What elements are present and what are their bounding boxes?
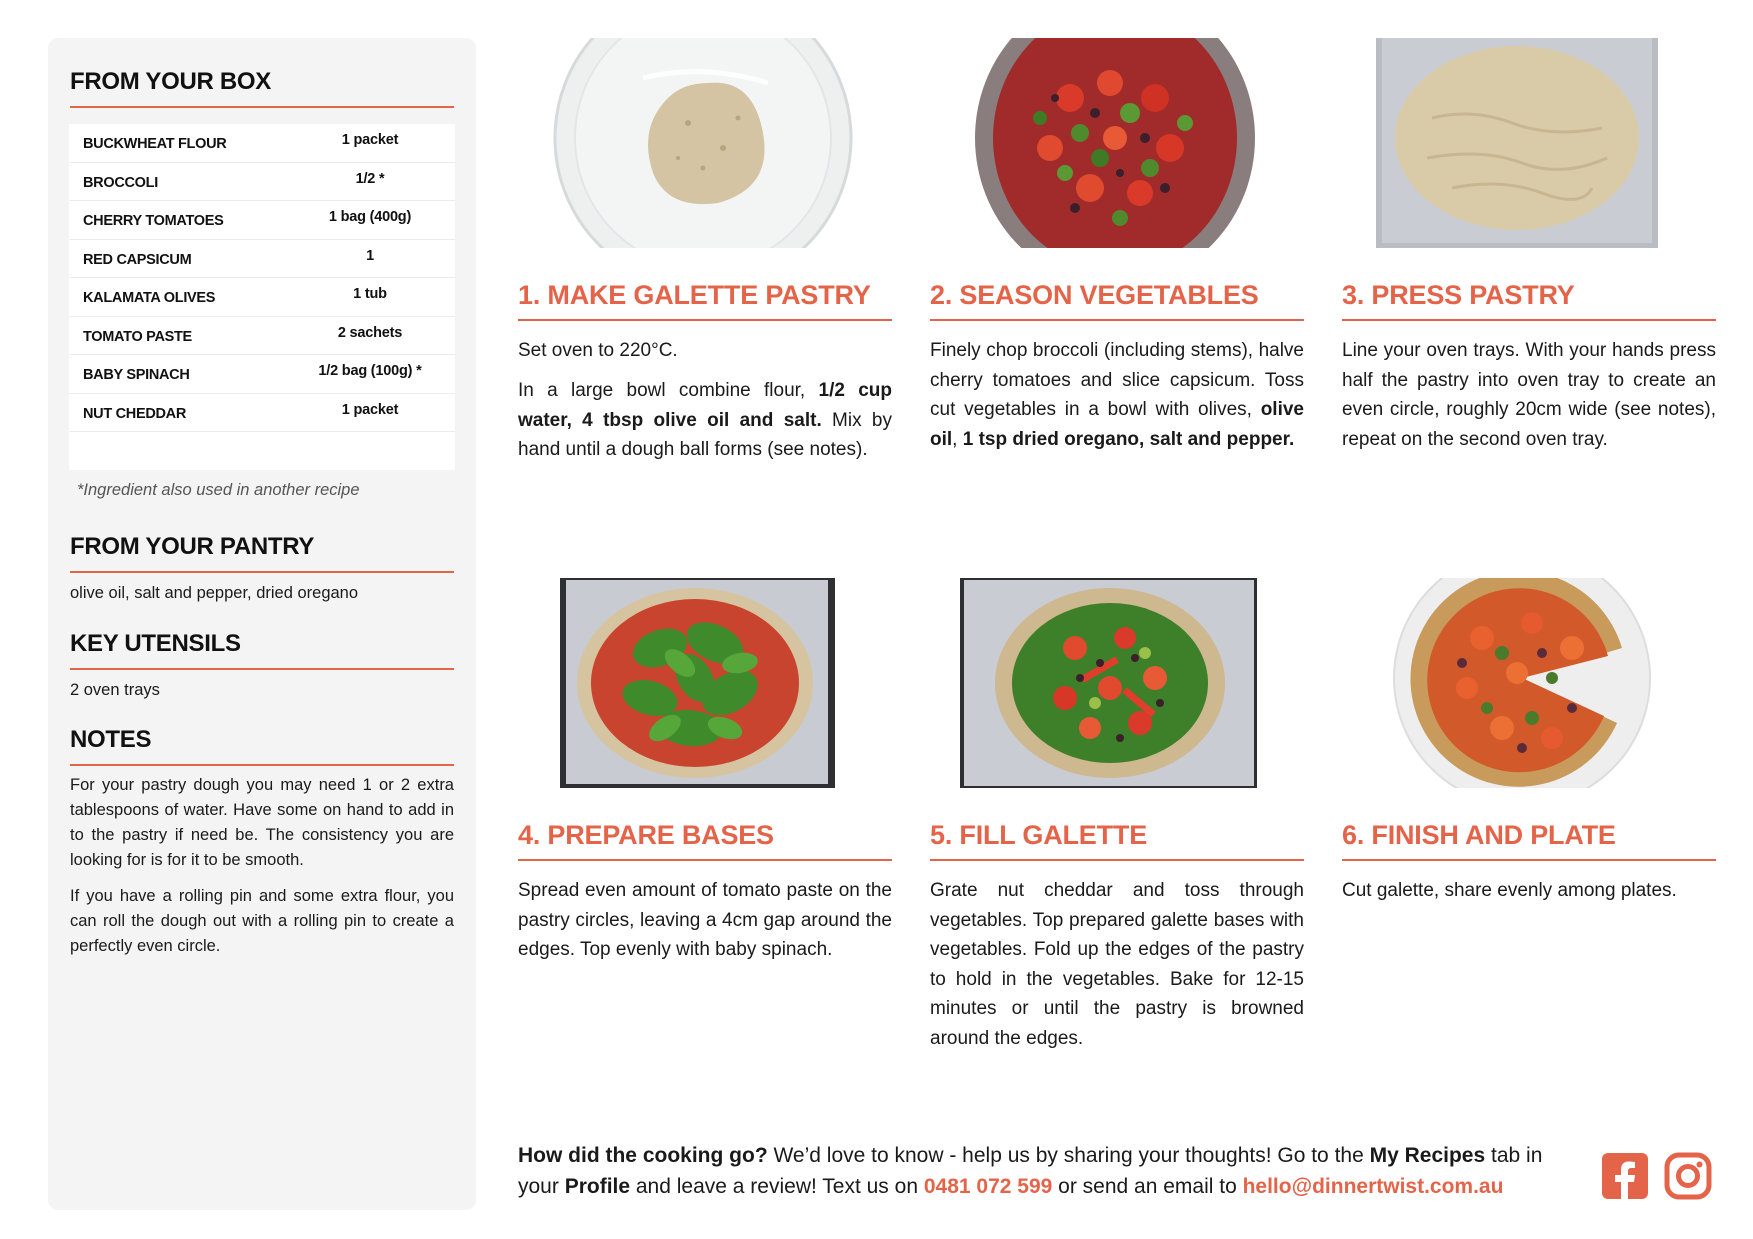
pantry-text: olive oil, salt and pepper, dried oregano xyxy=(70,584,359,602)
step-2-text-c: , xyxy=(952,428,963,450)
step-5 xyxy=(930,578,1304,1049)
pressed-pastry-image xyxy=(1372,38,1672,248)
note-2: If you have a rolling pin and some extra flour, you can roll the dough out with a rolling pin to create a perfectly even circle. xyxy=(70,887,454,955)
step-2-photo xyxy=(970,38,1260,248)
step-4-text: Spread even amount of tomato paste on the pastry circles, leaving a 4cm gap around the edges. Top evenly with baby spinach. xyxy=(518,880,892,960)
pantry-heading: FROM YOUR PANTRY xyxy=(70,533,454,573)
ingredient-name: TOMATO PASTE xyxy=(83,328,192,345)
ingredient-name: BUCKWHEAT FLOUR xyxy=(83,136,227,152)
utensils-text: 2 oven trays xyxy=(70,681,160,699)
ingredient-qty: 1 packet xyxy=(341,132,399,148)
step-1-line-1: Set oven to 220°C. xyxy=(518,340,678,361)
ingredient-qty: 1 bag (400g) xyxy=(328,209,412,225)
ingredient-qty: 1 xyxy=(366,247,374,264)
ingredient-name: KALAMATA OLIVES xyxy=(83,290,216,306)
ingredient-qty: 1/2 * xyxy=(355,170,385,187)
ingredient-name: NUT CHEDDAR xyxy=(83,405,187,422)
spinach-base-image xyxy=(560,578,840,788)
ingredient-name: BROCCOLI xyxy=(83,174,158,191)
step-1-photo xyxy=(538,38,868,248)
box-heading: FROM YOUR BOX xyxy=(70,68,454,108)
table-row xyxy=(69,355,455,394)
ingredient-footnote: *Ingredient also used in another recipe xyxy=(77,481,360,499)
filled-galette-image xyxy=(960,578,1260,788)
step-4-title: 4. PREPARE BASES xyxy=(518,820,892,861)
step-5-title: 5. FILL GALETTE xyxy=(930,820,1304,861)
step-4 xyxy=(518,578,892,998)
profile-link[interactable]: Profile xyxy=(564,1175,631,1198)
step-1-bold: 1/2 cup water, 4 tbsp olive oil and salt. xyxy=(518,380,892,431)
step-6-title: 6. FINISH AND PLATE xyxy=(1342,820,1716,861)
table-row xyxy=(69,124,455,163)
feedback-text-2: tab in your xyxy=(518,1144,1543,1198)
my-recipes-link[interactable]: My Recipes xyxy=(1369,1144,1486,1167)
note-1: For your pastry dough you may need 1 or 2 extra tablespoons of water. Have some on hand to add in to the pastry if need be. The consistency you are looking for is for it to be smooth. xyxy=(70,776,454,869)
ingredient-qty: 1 tub xyxy=(353,286,387,302)
ingredient-name: RED CAPSICUM xyxy=(83,251,192,268)
instagram-icon[interactable] xyxy=(1664,1152,1712,1200)
box-ingredients-table xyxy=(69,124,455,470)
ingredients-sidebar xyxy=(48,38,476,1210)
table-row xyxy=(69,394,455,433)
step-1-text-c: Mix by hand until a dough ball forms (see notes). xyxy=(518,409,892,460)
ingredient-name: CHERRY TOMATOES xyxy=(83,213,224,229)
ingredient-qty: 2 sachets xyxy=(337,324,403,341)
utensils-heading: KEY UTENSILS xyxy=(70,630,454,670)
feedback-text-3: and leave a review! Text us on xyxy=(630,1175,924,1198)
step-2-text-a: Finely chop broccoli (including stems), halve cherry tomatoes and slice capsicum. Toss cut vegetables in a bowl with olives, xyxy=(930,340,1304,420)
step-1 xyxy=(518,38,892,478)
feedback-text-4: or send an email to xyxy=(1052,1175,1243,1198)
phone-link[interactable]: 0481 072 599 xyxy=(923,1175,1053,1198)
step-5-text: Grate nut cheddar and toss through vegetables. Top prepared galette bases with vegetables. Fold up the edges of the pastry to hold in the vegetables. Bake for 12-15 minutes or until the pastry is browned around the edges. xyxy=(930,880,1304,1049)
ingredient-qty: 1/2 bag (100g) * xyxy=(318,363,422,379)
ingredient-qty: 1 packet xyxy=(341,401,399,418)
step-1-text-a: In a large bowl combine flour, xyxy=(518,380,819,401)
step-5-photo xyxy=(960,578,1260,788)
feedback-footer xyxy=(518,1140,1578,1202)
step-3-photo xyxy=(1372,38,1672,248)
facebook-icon[interactable] xyxy=(1601,1152,1649,1200)
step-3-title: 3. PRESS PASTRY xyxy=(1342,280,1716,321)
step-4-photo xyxy=(560,578,840,788)
table-row xyxy=(69,240,455,279)
finished-galette-image xyxy=(1392,578,1652,788)
ingredient-name: BABY SPINACH xyxy=(83,367,190,383)
step-2-title: 2. SEASON VEGETABLES xyxy=(930,280,1304,321)
notes-heading: NOTES xyxy=(70,726,454,766)
table-row xyxy=(69,163,455,202)
table-row xyxy=(69,278,455,317)
step-6-text: Cut galette, share evenly among plates. xyxy=(1342,880,1677,901)
step-3 xyxy=(1342,38,1716,478)
step-2-bold-a: olive oil xyxy=(930,399,1304,450)
feedback-question: How did the cooking go? xyxy=(518,1144,768,1167)
step-2 xyxy=(930,38,1304,478)
step-2-bold-b: 1 tsp dried oregano, salt and pepper. xyxy=(962,428,1295,450)
step-1-line-2 xyxy=(518,376,892,465)
step-2-text xyxy=(930,336,1304,454)
step-6 xyxy=(1342,578,1716,998)
dough-bowl-image xyxy=(538,38,868,248)
step-6-photo xyxy=(1392,578,1652,788)
email-link[interactable]: hello@dinnertwist.com.au xyxy=(1242,1175,1504,1198)
vegetable-bowl-image xyxy=(970,38,1260,248)
table-row xyxy=(69,317,455,356)
step-1-title: 1. MAKE GALETTE PASTRY xyxy=(518,280,892,321)
step-3-text: Line your oven trays. With your hands press half the pastry into oven tray to create an even circle, roughly 20cm wide (see notes), repeat on the second oven tray. xyxy=(1342,340,1716,450)
feedback-text-1: We’d love to know - help us by sharing your thoughts! Go to the xyxy=(767,1144,1370,1167)
table-row xyxy=(69,201,455,240)
